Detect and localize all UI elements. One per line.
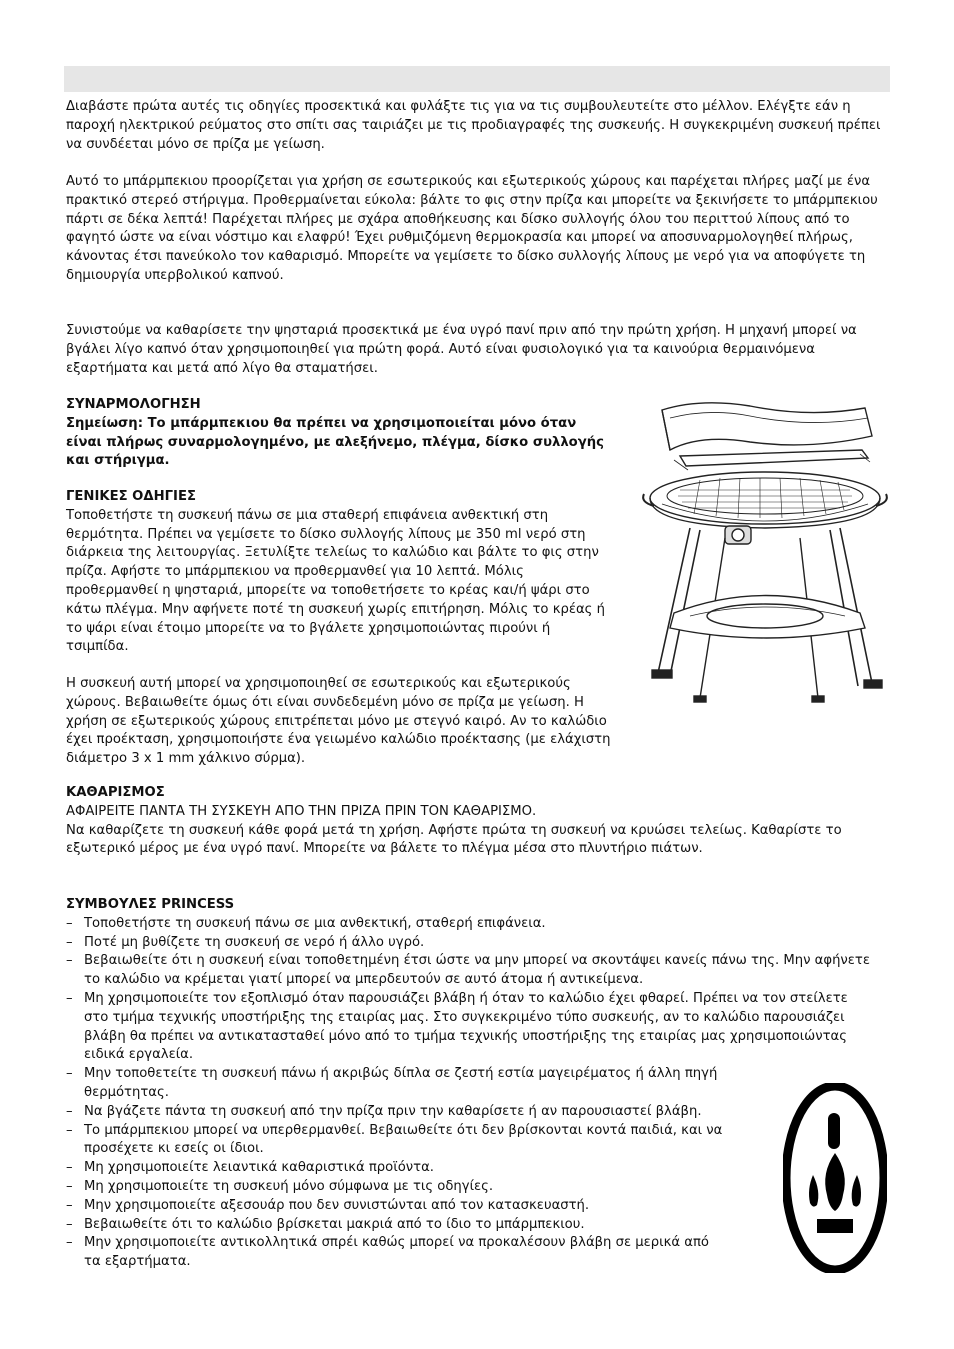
general-paragraph-2: Η συσκευή αυτή μπορεί να χρησιμοποιηθεί σε εσωτερικούς και εξωτερικούς χώρους. Βεβαιωθείτε όμως ότι είναι συνδεδεμένη μόνο σε πρίζα με γείωση. Η χρήση σε εξωτερικούς χώρους επιτρέπεται μόνο με στεγνό καιρό. Αν το καλώδιο έχει προέκταση, χρησιμοποιήστε ένα γειωμένο καλώδιο προέκτασης (με ελάχιστη διάμετρο 3 x 1 mm χάλκινο σύρμα). — [66, 676, 611, 767]
cleaning-heading: ΚΑΘΑΡΙΣΜΟΣ — [66, 785, 165, 800]
general-paragraph-1: Τοποθετήστε τη συσκευή πάνω σε μια σταθερή επιφάνεια ανθεκτική στη θερμότητα. Πρέπει να γεμίσετε το δίσκο συλλογής λίπους με 350 ml νερό στη διάρκεια της λειτουργίας. Ξετυλίξτε τελείως το καλώδιο και βάλτε το φις στην πρίζα. Αφήστε το μπάρμπεκιου να προθερμανθεί για 10 λεπτά. Μόλις προθερμανθεί η ψησταριά, μπορείτε να τοποθετήσετε το κρέας και/ή ψάρι στο κάτω πλέγμα. Μην αφήνετε ποτέ τη συσκευή χωρίς επιτήρηση. Μόλις το κρέας ή το ψάρι είναι έτοιμο μπορείτε να το βγάλετε χρησιμοποιώντας πιρούνι ή τσιμπίδα. — [66, 507, 605, 655]
assembly-heading: ΣΥΝΑΡΜΟΛΟΓΗΣΗ — [66, 397, 201, 412]
barbecue-grill-icon — [640, 398, 890, 743]
tips-list — [66, 915, 876, 1272]
intro-paragraph-2: Αυτό το μπάρμπεκιου προορίζεται για χρήση σε εσωτερικούς και εξωτερικούς χώρους και παρέχεται πλήρες μαζί με ένα πρακτικό στερεό στήριγμα. Προθερμαίνεται εύκολα: βάλτε το φις στην πρίζα και μπορείτε να ξεκινήσετε το μπάρμπεκιου πάρτι σε δέκα λεπτά! Παρέχεται πλήρες με σχάρα αποθήκευσης και δίσκο συλλογής όλου του περιττού λίπους από το φαγητό ώστε να είναι νόστιμο και ελαφρύ! Έχει ρυθμιζόμενη θερμοκρασία και μπορεί να αποσυναρμολογηθεί πλήρως, κάνοντας έτσι πανεύκολο τον καθαρισμό. Μπορείτε να γεμίσετε το δίσκο συλλογής λίπους με νερό για να αποφύγετε τη δημιουργία υπερβολικού καπνού. — [66, 174, 878, 283]
hot-surface-warning-icon — [783, 1083, 887, 1273]
list-item: – Βεβαιωθείτε ότι η συσκευή είναι τοποθετημένη έτσι ώστε να μην μπορεί να σκοντάψει κανείς πάνω της. Μην αφήνετε το καλώδιο να κρέμεται γιατί μπορεί να μπερδευτούν σε αυτό άτομα ή αντικείμενα. — [66, 952, 876, 990]
cleaning-text: Να καθαρίζετε τη συσκευή κάθε φορά μετά τη χρήση. Αφήστε πρώτα τη συσκευή να κρυώσει τελείως. Καθαρίστε το εξωτερικό μέρος με ένα υγρό πανί. Μπορείτε να βάλετε το πλέγμα μέσα στο πλυντήριο πιάτων. — [66, 822, 842, 857]
tips-section — [66, 896, 876, 1272]
list-item: – Μην τοποθετείτε τη συσκευή πάνω ή ακριβώς δίπλα σε ζεστή εστία μαγειρέματος ή άλλη πηγή θερμότητας. — [66, 1065, 804, 1103]
list-item: – Να βγάζετε πάντα τη συσκευή από την πρίζα πριν την καθαρίσετε ή αν παρουσιαστεί βλάβη. — [66, 1103, 764, 1122]
tips-heading: ΣΥΜΒΟΥΛΕΣ PRINCESS — [66, 897, 235, 912]
list-item: – Μην χρησιμοποιείτε αξεσουάρ που δεν συνιστώνται από τον κατασκευαστή. — [66, 1197, 876, 1216]
cleaning-warning: ΑΦΑΙΡΕΙΤΕ ΠΑΝΤΑ ΤΗ ΣΥΣΚΕΥΗ ΑΠΟ ΤΗΝ ΠΡΙΖΑ ΠΡΙΝ ΤΟΝ ΚΑΘΑΡΙΣΜΟ. — [66, 803, 537, 819]
list-item: – Τοποθετήστε τη συσκευή πάνω σε μια ανθεκτική, σταθερή επιφάνεια. — [66, 915, 876, 934]
general-section — [66, 488, 616, 657]
list-item: – Βεβαιωθείτε ότι το καλώδιο βρίσκεται μακριά από το ίδιο το μπάρμπεκιου. — [66, 1216, 876, 1235]
list-item: – Ποτέ μη βυθίζετε τη συσκευή σε νερό ή άλλο υγρό. — [66, 934, 876, 953]
list-item: – Μην χρησιμοποιείτε αντικολλητικά σπρέι καθώς μπορεί να προκαλέσουν βλάβη σε μερικά από τα εξαρτήματα. — [66, 1234, 724, 1272]
general-heading: ΓΕΝΙΚΕΣ ΟΔΗΓΙΕΣ — [66, 489, 196, 504]
list-item: – Μη χρησιμοποιείτε λειαντικά καθαριστικά προϊόντα. — [66, 1159, 876, 1178]
assembly-note: Σημείωση: Το μπάρμπεκιου θα πρέπει να χρησιμοποιείται μόνο όταν είναι πλήρως συναρμολογημένο, με αλεξήνεμο, πλέγμα, δίσκο συλλογής και στήριγμα. — [66, 415, 604, 469]
list-item: – Μη χρησιμοποιείτε τη συσκευή μόνο σύμφωνα με τις οδηγίες. — [66, 1178, 876, 1197]
assembly-section — [66, 396, 606, 471]
intro-paragraph-3: Συνιστούμε να καθαρίσετε την ψησταριά προσεκτικά με ένα υγρό πανί πριν από την πρώτη χρήση. Η μηχανή μπορεί να βγάλει λίγο καπνό όταν χρησιμοποιηθεί για πρώτη φορά. Αυτό είναι φυσιολογικό για τα καινούρια θερμαινόμενα εξαρτήματα και μετά από λίγο θα σταματήσει. — [66, 323, 857, 376]
general-paragraph-2-block — [66, 675, 611, 769]
list-item: – Μη χρησιμοποιείτε τον εξοπλισμό όταν παρουσιάζει βλάβη ή όταν το καλώδιο έχει φθαρεί. Πρέπει να τον στείλετε στο τμήμα τεχνικής υποστήριξης της εταιρίας μας. Στο συγκεκριμένο τύπο συσκευής, αν το καλώδιο παρουσιάζει βλάβη θα πρέπει να αντικατασταθεί μόνο από το τμήμα τεχνικής υποστήριξης της εταιρίας μας χρησιμοποιώντας ειδικά εργαλεία. — [66, 990, 876, 1065]
section-header-bar — [64, 66, 890, 92]
cleaning-section — [66, 784, 896, 859]
list-item: – Το μπάρμπεκιου μπορεί να υπερθερμανθεί. Βεβαιωθείτε ότι δεν βρίσκονται κοντά παιδιά, και να προσέχετε κι εσείς οι ίδιοι. — [66, 1122, 774, 1160]
intro-paragraph-1: Διαβάστε πρώτα αυτές τις οδηγίες προσεκτικά και φυλάξτε τις για να τις συμβουλευτείτε στο μέλλον. Ελέγξτε εάν η παροχή ηλεκτρικού ρεύματος στο σπίτι σας ταιριάζει με τις προδιαγραφές της συσκευής. Η συγκεκριμένη συσκευή πρέπει να συνδέεται μόνο σε πρίζα με γείωση. — [66, 99, 881, 152]
